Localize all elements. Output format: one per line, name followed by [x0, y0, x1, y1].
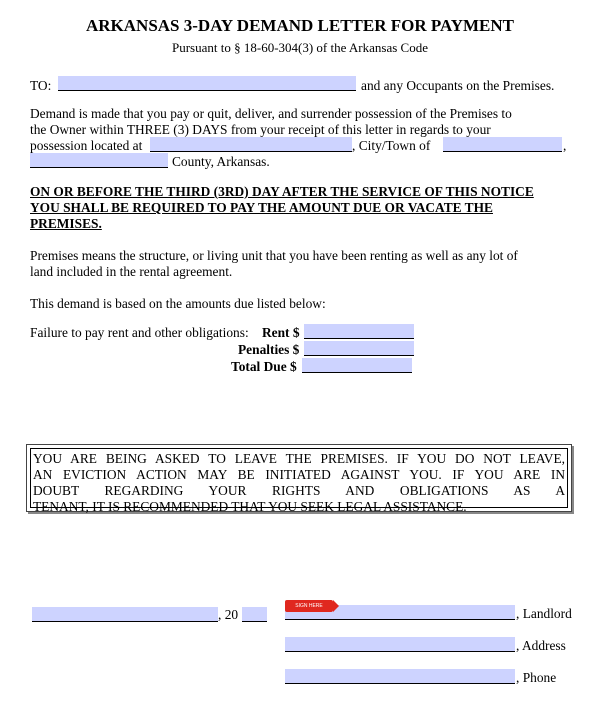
- total-due-field[interactable]: [302, 358, 412, 373]
- penalties-amount-field[interactable]: [304, 341, 414, 356]
- notice-line-1: ON OR BEFORE THE THIRD (3RD) DAY AFTER THE SERVICE OF THIS NOTICE: [30, 184, 534, 199]
- sign-here-marker[interactable]: SIGN HERE: [285, 600, 333, 612]
- premises-definition-line-1: Premises means the structure, or living unit that you have been renting as well as any lot of: [30, 248, 518, 263]
- penalties-label: Penalties $: [238, 342, 300, 357]
- demand-line-3: possession located at: [30, 138, 143, 153]
- legal-warning-box: [26, 444, 572, 512]
- year-field[interactable]: [242, 607, 267, 622]
- occupants-text: and any Occupants on the Premises.: [361, 78, 555, 93]
- to-label: TO:: [30, 78, 52, 93]
- demand-line-2: the Owner within THREE (3) DAYS from your receipt of this letter in regards to your: [30, 122, 491, 137]
- county-field[interactable]: [30, 153, 168, 168]
- rent-amount-field[interactable]: [304, 324, 414, 339]
- failure-label: Failure to pay rent and other obligations:: [30, 325, 249, 340]
- warning-line-3: DOUBT REGARDING YOUR RIGHTS AND OBLIGATIONS AS A: [33, 483, 565, 498]
- address-field[interactable]: [285, 637, 515, 652]
- document-title: ARKANSAS 3-DAY DEMAND LETTER FOR PAYMENT: [85, 16, 515, 35]
- premises-address-field[interactable]: [150, 137, 352, 152]
- city-comma: ,: [563, 138, 567, 153]
- demand-line-1: Demand is made that you pay or quit, deliver, and surrender possession of the Premises to: [30, 106, 512, 121]
- amounts-intro: This demand is based on the amounts due listed below:: [30, 296, 326, 311]
- landlord-label: , Landlord: [516, 606, 572, 621]
- warning-line-2: AN EVICTION ACTION MAY BE INITIATED AGAINST YOU. IF YOU ARE IN: [33, 467, 565, 482]
- phone-label: , Phone: [516, 670, 557, 685]
- year-prefix: , 20: [218, 607, 239, 622]
- city-field[interactable]: [443, 137, 562, 152]
- notice-line-2: YOU SHALL BE REQUIRED TO PAY THE AMOUNT DUE OR VACATE THE: [30, 200, 493, 215]
- date-field[interactable]: [32, 607, 218, 622]
- notice-line-3: PREMISES.: [30, 216, 102, 231]
- county-label: County, Arkansas.: [172, 154, 270, 169]
- premises-definition-line-2: land included in the rental agreement.: [30, 264, 233, 279]
- rent-label: Rent $: [262, 325, 300, 340]
- document-subtitle: Pursuant to § 18-60-304(3) of the Arkansas Code: [172, 40, 428, 55]
- total-due-label: Total Due $: [231, 359, 297, 374]
- warning-line-4: TENANT, IT IS RECOMMENDED THAT YOU SEEK LEGAL ASSISTANCE.: [33, 499, 467, 514]
- tenant-name-field[interactable]: [58, 76, 356, 91]
- phone-field[interactable]: [285, 669, 515, 684]
- warning-line-1: YOU ARE BEING ASKED TO LEAVE THE PREMISES. IF YOU DO NOT LEAVE,: [33, 451, 565, 466]
- city-label: , City/Town of: [352, 138, 431, 153]
- address-label: , Address: [516, 638, 566, 653]
